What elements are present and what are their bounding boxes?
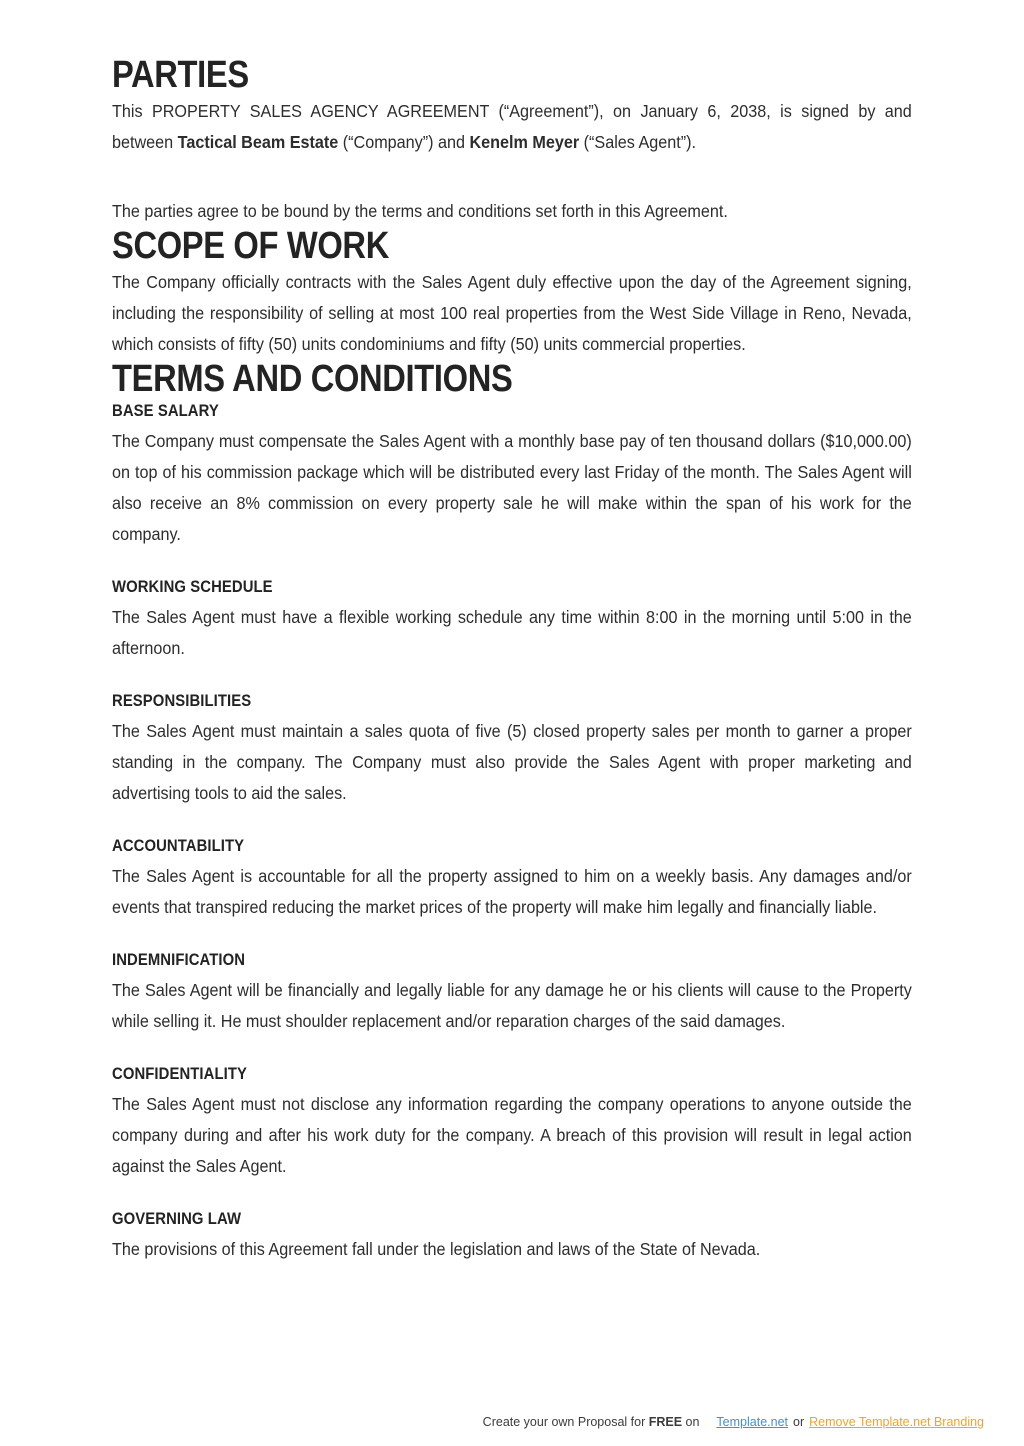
section-heading-scope-of-work: SCOPE OF WORK	[112, 224, 389, 267]
clause-text-responsibilities: The Sales Agent must maintain a sales quota of five (5) closed property sales per month to garner a proper standing in the company. The Company must also provide the Sales Agent with proper marketing and advertising tools to aid the sales.	[112, 720, 912, 803]
clause-text-accountability: The Sales Agent is accountable for all the property assigned to him on a weekly basis. Any damages and/or events that transpired reducing the market prices of the property will make him legally and financially liable.	[112, 865, 912, 917]
clause-title-responsibilities: RESPONSIBILITIES	[112, 691, 252, 710]
clause-responsibilities	[112, 690, 912, 809]
clause-title-governing-law: GOVERNING LAW	[112, 1209, 242, 1228]
footer-spacer	[699, 1415, 716, 1429]
section-parties	[112, 56, 912, 227]
text-run: This PROPERTY SALES AGENCY AGREEMENT (“Agreement”), on January 6, 2038, is signed by and between	[112, 100, 912, 152]
text-run: (“Sales Agent”).	[579, 131, 697, 152]
clause-indemnification	[112, 949, 912, 1037]
footer-free-label: FREE	[648, 1415, 683, 1429]
text-run: The parties agree to be bound by the terms and conditions set forth in this Agreement.	[112, 200, 728, 221]
clause-text-governing-law: The provisions of this Agreement fall under the legislation and laws of the State of Nevada.	[112, 1238, 761, 1259]
clause-text-confidentiality: The Sales Agent must not disclose any information regarding the company operations to anyone outside the company during and after his work duty for the company. A breach of this provision will result in legal action against the Sales Agent.	[112, 1093, 912, 1176]
clause-accountability	[112, 835, 912, 923]
section-heading-terms-and-conditions: TERMS AND CONDITIONS	[112, 357, 513, 400]
footer-separator: or	[793, 1415, 805, 1429]
paragraph-scope-body	[112, 267, 912, 360]
paragraph-parties-intro	[112, 96, 912, 158]
paragraph-parties-bound	[112, 196, 912, 227]
spacer	[112, 172, 912, 196]
section-scope-of-work	[112, 224, 912, 360]
clause-title-working-schedule: WORKING SCHEDULE	[112, 577, 273, 596]
template-net-link[interactable]: Template.net	[716, 1415, 788, 1429]
clause-base-salary	[112, 400, 912, 550]
page-footer	[0, 1412, 1024, 1432]
clause-title-indemnification: INDEMNIFICATION	[112, 950, 246, 969]
text-run: (“Company”) and	[338, 131, 470, 152]
clause-title-accountability: ACCOUNTABILITY	[112, 836, 245, 855]
clause-text-working-schedule: The Sales Agent must have a flexible working schedule any time within 8:00 in the morning until 5:00 in the afternoon.	[112, 606, 912, 658]
clause-governing-law	[112, 1208, 912, 1265]
section-heading-parties: PARTIES	[112, 54, 249, 96]
clause-working-schedule	[112, 576, 912, 664]
text-run: The Company officially contracts with the Sales Agent duly effective upon the day of the Agreement signing, including the responsibility of selling at most 100 real properties from the West Side Village in Reno, Nevada, which consists of fifty (50) units condominiums and fifty (50) units commercial properties.	[112, 271, 912, 354]
section-terms-and-conditions	[112, 357, 912, 1265]
document-body	[112, 56, 912, 1265]
clause-text-base-salary: The Company must compensate the Sales Agent with a monthly base pay of ten thousand dollars ($10,000.00) on top of his commission package which will be distributed every last Friday of the month. The Sales Agent will also receive an 8% commission on every property sale he will make within the span of his work for the company.	[112, 430, 912, 544]
emphasized-text: Tactical Beam Estate	[177, 131, 339, 152]
clause-title-base-salary: BASE SALARY	[112, 401, 219, 420]
clause-text-indemnification: The Sales Agent will be financially and legally liable for any damage he or his clients will cause to the Property while selling it. He must shoulder replacement and/or reparation charges of the said damages.	[112, 979, 912, 1031]
footer-on-label: on	[682, 1415, 700, 1429]
emphasized-text: Kenelm Meyer	[469, 131, 580, 152]
footer-lead-text: Create your own Proposal for	[482, 1415, 649, 1429]
clause-confidentiality	[112, 1063, 912, 1182]
remove-branding-link[interactable]: Remove Template.net Branding	[809, 1415, 984, 1429]
clause-title-confidentiality: CONFIDENTIALITY	[112, 1064, 247, 1083]
